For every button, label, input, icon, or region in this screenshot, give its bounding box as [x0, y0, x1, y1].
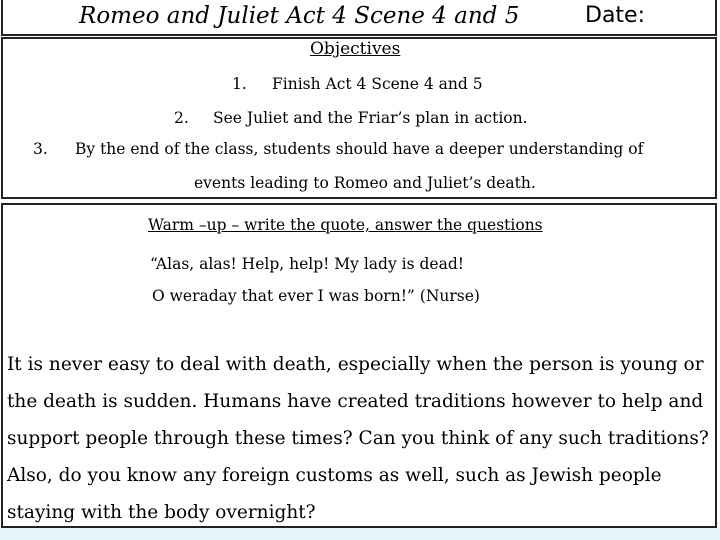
- paragraph-line: the death is sudden. Humans have created traditions however to help and: [7, 391, 704, 412]
- objective-text-continued: events leading to Romeo and Juliet’s death.: [194, 174, 536, 192]
- paragraph-line: It is never easy to deal with death, especially when the person is young or: [7, 354, 704, 375]
- objective-number: 1.: [232, 75, 247, 93]
- quote-line: O weraday that ever I was born!” (Nurse): [152, 287, 480, 305]
- objective-text: Finish Act 4 Scene 4 and 5: [272, 75, 483, 93]
- warmup-heading: Warm –up – write the quote, answer the questions: [148, 216, 543, 234]
- objectives-heading: Objectives: [310, 39, 401, 59]
- objective-text: See Juliet and the Friar’s plan in action.: [213, 109, 528, 127]
- quote-line: “Alas, alas! Help, help! My lady is dead!: [150, 255, 464, 273]
- paragraph-line: Also, do you know any foreign customs as well, such as Jewish people: [7, 465, 662, 486]
- warmup-paragraph: [7, 346, 719, 531]
- paragraph-line: support people through these times? Can you think of any such traditions?: [7, 428, 709, 449]
- objective-number: 2.: [174, 109, 189, 127]
- date-label: Date:: [585, 3, 645, 28]
- paragraph-line: staying with the body overnight?: [7, 502, 316, 523]
- objective-text: By the end of the class, students should have a deeper understanding of: [75, 140, 644, 158]
- objective-number: 3.: [33, 140, 48, 158]
- page-title: Romeo and Juliet Act 4 Scene 4 and 5: [79, 3, 520, 29]
